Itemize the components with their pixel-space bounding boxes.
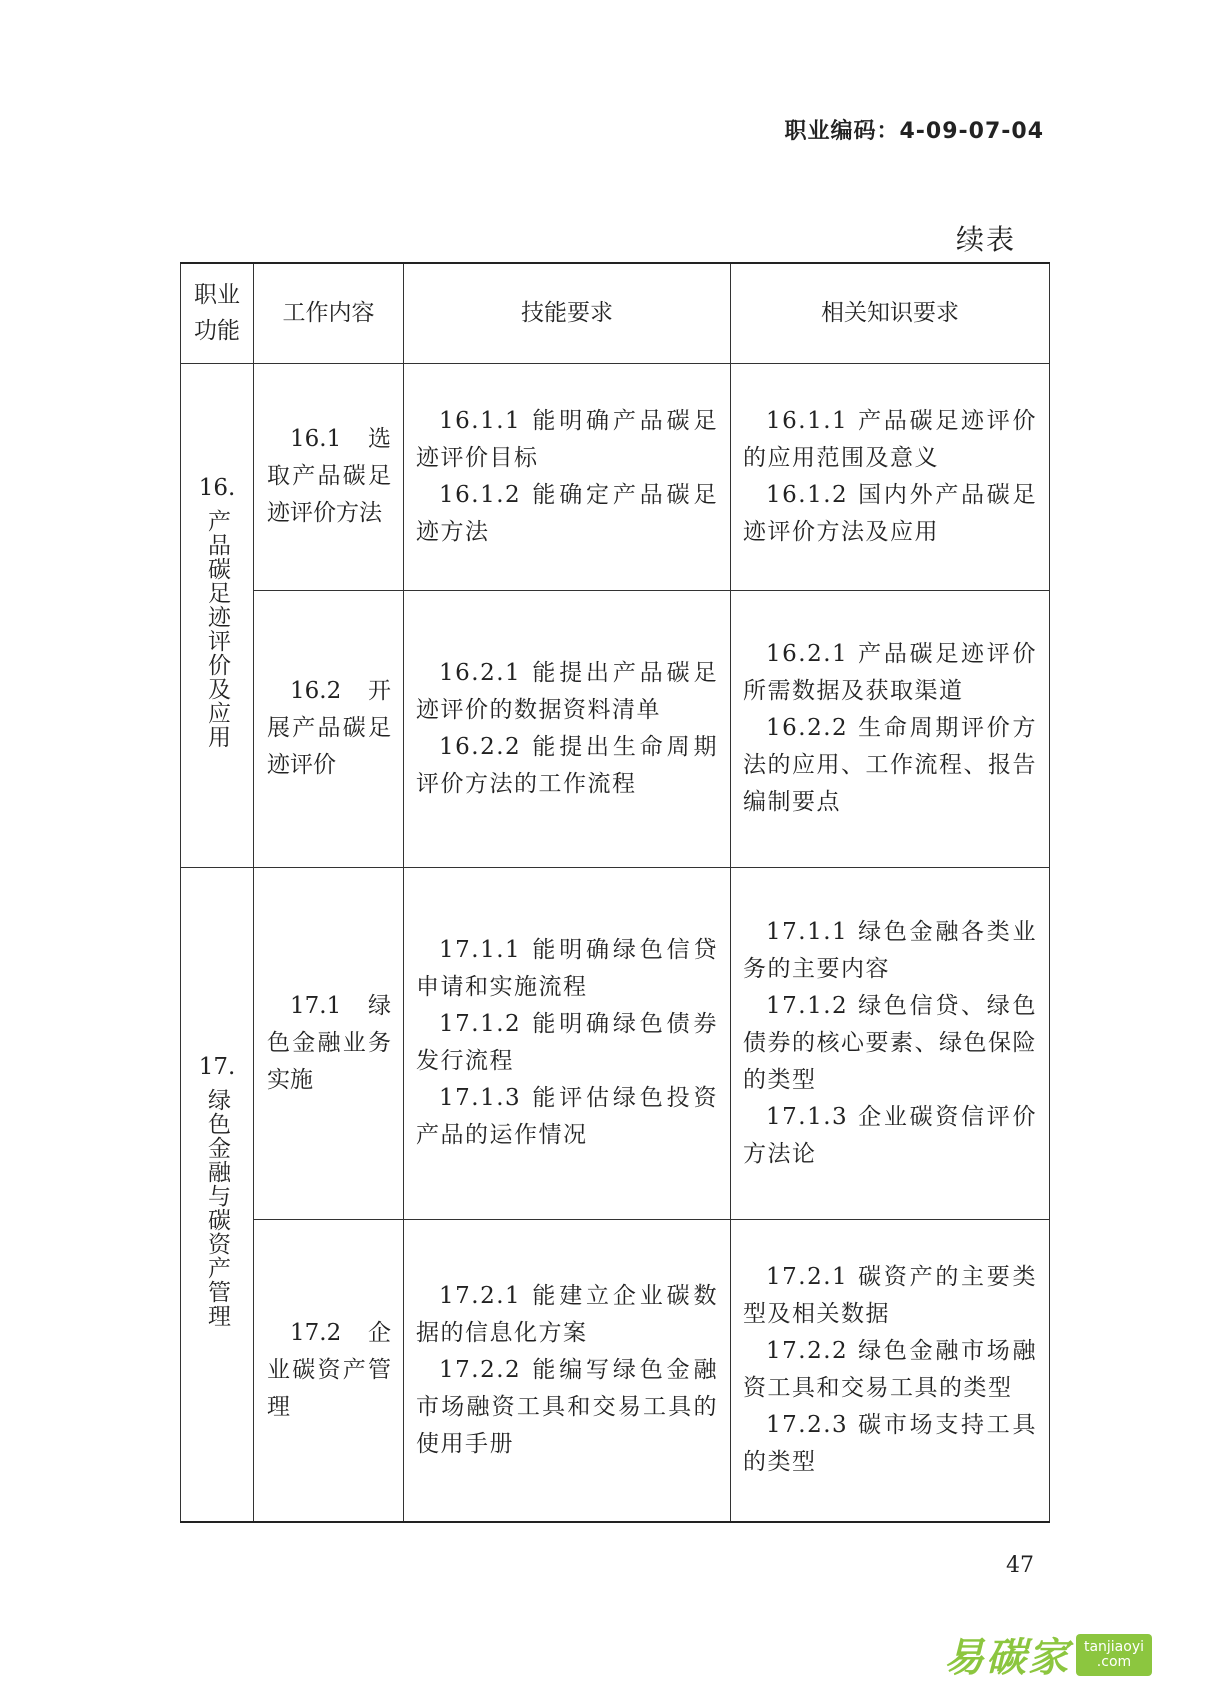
watermark-logo: [944, 1626, 1152, 1683]
watermark-site-badge: tanjiaoyi .com: [1076, 1634, 1152, 1676]
knowledge-item: 17.2.1 碳资产的主要类型及相关数据: [743, 1264, 1037, 1328]
knowledge-item: 17.1.1 绿色金融各类业务的主要内容: [743, 918, 1037, 982]
skill-item: 17.2.2 能编写绿色金融市场融资工具和交易工具的使用手册: [416, 1356, 718, 1457]
function-16-cell: [181, 363, 254, 867]
knowledge-item: 17.2.2 绿色金融市场融资工具和交易工具的类型: [743, 1338, 1037, 1402]
skill-item: 17.1.1 能明确绿色信贷申请和实施流程: [416, 937, 718, 1000]
skill-item: 16.2.2 能提出生命周期评价方法的工作流程: [416, 733, 718, 797]
knowledge-item: 16.1.2 国内外产品碳足迹评价方法及应用: [743, 481, 1037, 545]
skill-item: 17.1.2 能明确绿色债券发行流程: [416, 1011, 718, 1074]
skill-item: 17.2.1 能建立企业碳数据的信息化方案: [416, 1282, 718, 1346]
function-17-number: 17.: [198, 1053, 236, 1080]
work-16-1: 16.1 选取产品碳足迹评价方法: [254, 363, 404, 590]
skills-17-2: [404, 1219, 731, 1522]
page-number: 47: [1006, 1553, 1034, 1578]
knowledge-17-1: [731, 867, 1050, 1219]
skill-item: 16.2.1 能提出产品碳足迹评价的数据资料清单: [416, 659, 718, 723]
header-skill-requirements: 技能要求: [404, 263, 731, 363]
knowledge-17-2: [731, 1219, 1050, 1522]
table-row: [181, 590, 1050, 867]
work-17-1: 17.1 绿色金融业务实施: [254, 867, 404, 1219]
knowledge-item: 16.2.1 产品碳足迹评价所需数据及获取渠道: [743, 641, 1037, 704]
knowledge-16-2: [731, 590, 1050, 867]
header-knowledge-requirements: 相关知识要求: [731, 263, 1050, 363]
knowledge-16-1: [731, 363, 1050, 590]
skills-17-1: [404, 867, 731, 1219]
header-work-content: 工作内容: [254, 263, 404, 363]
knowledge-item: 16.2.2 生命周期评价方法的应用、工作流程、报告编制要点: [743, 715, 1037, 815]
function-17-cell: [181, 867, 254, 1522]
function-17-name: 绿色金融与碳资产管理: [204, 1087, 230, 1328]
skill-item: 16.1.2 能确定产品碳足迹方法: [416, 481, 718, 545]
function-16-name: 产品碳足迹评价及应用: [204, 508, 230, 749]
work-16-2: 16.2 开展产品碳足迹评价: [254, 590, 404, 867]
function-16-number: 16.: [198, 474, 236, 501]
knowledge-item: 17.2.3 碳市场支持工具的类型: [743, 1412, 1037, 1476]
occupation-code: 职业编码：4-09-07-04: [784, 119, 1044, 144]
table-header-row: [181, 263, 1050, 363]
work-17-2: 17.2 企业碳资产管理: [254, 1219, 404, 1522]
continued-table-label: 续表: [955, 223, 1016, 256]
header-function: 职业功能: [181, 263, 254, 363]
skills-16-1: [404, 363, 731, 590]
knowledge-item: 17.1.3 企业碳资信评价方法论: [743, 1103, 1037, 1167]
knowledge-item: 17.1.2 绿色信贷、绿色债券的核心要素、绿色保险的类型: [743, 992, 1037, 1093]
skill-item: 17.1.3 能评估绿色投资产品的运作情况: [416, 1085, 718, 1148]
table-row: [181, 1219, 1050, 1522]
watermark-brand: 易碳家: [943, 1635, 1070, 1681]
knowledge-item: 16.1.1 产品碳足迹评价的应用范围及意义: [743, 407, 1037, 471]
table-row: [181, 363, 1050, 590]
skills-table: [180, 262, 1050, 1523]
table-row: [181, 867, 1050, 1219]
skills-16-2: [404, 590, 731, 867]
skill-item: 16.1.1 能明确产品碳足迹评价目标: [416, 407, 718, 471]
